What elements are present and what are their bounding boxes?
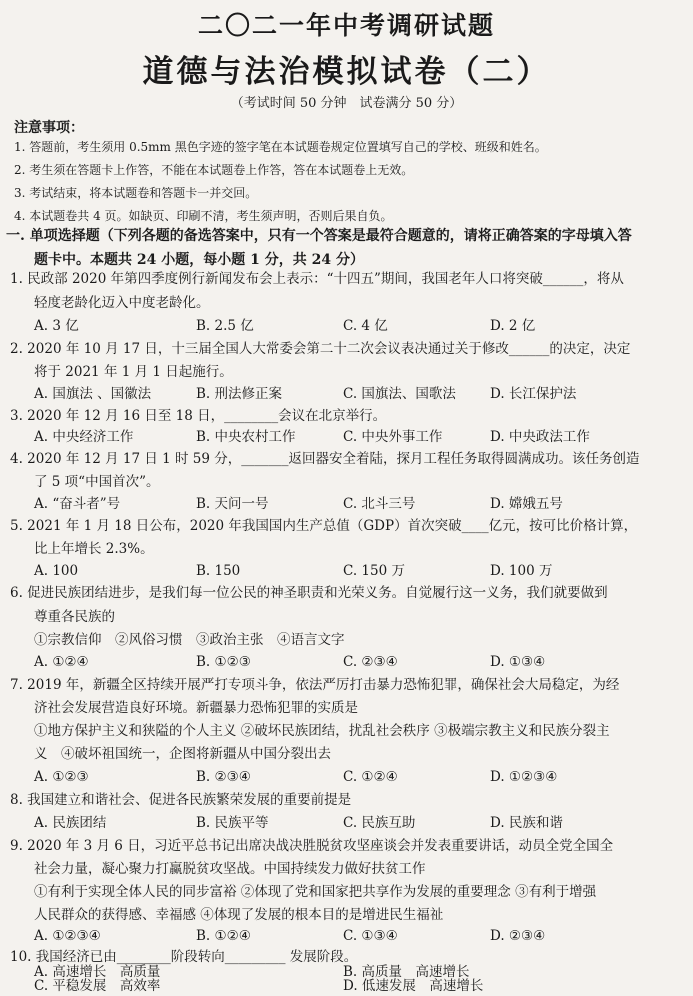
question-1-line-1: 1. 民政部 2020 年第四季度例行新闻发布会上表示：“十四五”期间，我国老年人口将突破______，将从 [10,271,624,287]
question-10-option-b: B. 高质量 高速增长 [343,964,470,980]
question-2-line-2: 将于 2021 年 1 月 1 日起施行。 [34,364,233,380]
question-1-option-b: B. 2.5 亿 [196,318,254,334]
question-8-option-d: D. 民族和谐 [490,815,563,831]
question-9-line-2: 社会力量，凝心聚力打赢脱贫攻坚战。中国持续发力做好扶贫工作 [34,861,426,877]
question-10-option-d: D. 低速发展 高速增长 [343,978,484,994]
question-3-option-c: C. 中央外事工作 [343,429,443,445]
note-item: 4. 本试题卷共 4 页。如缺页、印刷不清，考生须声明，否则后果自负。 [14,209,393,223]
question-5-line-2: 比上年增长 2.3%。 [34,541,154,557]
question-6-line-3: ①宗教信仰 ②风俗习惯 ③政治主张 ④语言文字 [34,632,345,648]
question-9-option-b: B. ①②④ [196,928,251,944]
question-10-option-c: C. 平稳发展 高效率 [34,978,161,994]
question-9-option-a: A. ①②③④ [34,928,101,944]
question-8-option-b: B. 民族平等 [196,815,269,831]
question-4-option-d: D. 嫦娥五号 [490,496,563,512]
question-7-line-3: ①地方保护主义和狭隘的个人主义 ②破坏民族团结，扰乱社会秩序 ③极端宗教主义和民族分裂主 [34,723,610,739]
question-4-option-b: B. 天问一号 [196,496,269,512]
question-7-option-b: B. ②③④ [196,769,251,785]
question-10-line-1: 10. 我国经济已由________阶段转向_________ 发展阶段。 [10,949,358,965]
question-7-line-4: 义 ④破坏祖国统一，企图将新疆从中国分裂出去 [34,746,331,762]
question-5-option-a: A. 100 [34,563,79,579]
question-1-option-c: C. 4 亿 [343,318,388,334]
question-7-line-1: 7. 2019 年，新疆全区持续开展严打专项斗争，依法严厉打击暴力恐怖犯罪，确保社会大局稳定，为经 [10,677,620,693]
exam-time-info: （考试时间 50 分钟 试卷满分 50 分） [230,96,463,111]
question-4-line-2: 了 5 项“中国首次”。 [34,474,160,490]
question-9-line-1: 9. 2020 年 3 月 6 日，习近平总书记出席决战决胜脱贫攻坚座谈会并发表重要讲话，动员全党全国全 [10,838,614,854]
question-9-line-3: ①有利于实现全体人民的同步富裕 ②体现了党和国家把共享作为发展的重要理念 ③有利于增强 [34,884,597,900]
question-2-option-a: A. 国旗法 、国徽法 [34,386,152,402]
question-6-option-a: A. ①②④ [34,654,89,670]
question-5-option-d: D. 100 万 [490,563,553,579]
question-4-line-1: 4. 2020 年 12 月 17 日 1 时 59 分，_______返回器安全着陆，探月工程任务取得圆满成功。该任务创造 [10,451,640,467]
question-7-line-2: 济社会发展营造良好环境。新疆暴力恐怖犯罪的实质是 [34,700,358,716]
question-10-option-a: A. 高速增长 高质量 [34,964,161,980]
question-6-line-1: 6. 促进民族团结进步，是我们每一位公民的神圣职责和光荣义务。自觉履行这一义务，我们就要做到 [10,585,608,601]
question-6-option-d: D. ①③④ [490,654,546,670]
question-6-option-b: B. ①②③ [196,654,251,670]
note-item: 3. 考试结束，将本试题卷和答题卡一并交回。 [14,186,258,200]
question-3-option-b: B. 中央农村工作 [196,429,296,445]
question-9-line-4: 人民群众的获得感、幸福感 ④体现了发展的根本目的是增进民生福祉 [34,907,444,923]
exam-heading: 二〇二一年中考调研试题 [197,11,495,40]
question-2-line-1: 2. 2020 年 10 月 17 日，十三届全国人大常委会第二十二次会议表决通过关于修改______的决定，决定 [10,341,631,357]
question-8-option-a: A. 民族团结 [34,815,107,831]
question-7-option-c: C. ①②④ [343,769,398,785]
exam-title: 道德与法治模拟试卷（二） [142,54,551,90]
note-item: 2. 考生须在答题卡上作答，不能在本试题卷上作答，答在本试题卷上无效。 [14,163,414,177]
question-1-option-d: D. 2 亿 [490,318,536,334]
question-6-line-2: 尊重各民族的 [34,609,115,625]
question-5-line-1: 5. 2021 年 1 月 18 日公布，2020 年我国国内生产总值（GDP）首次突破____亿元，按可比价格计算， [10,518,638,534]
question-9-option-d: D. ②③④ [490,928,546,944]
question-5-option-b: B. 150 [196,563,241,579]
question-8-option-c: C. 民族互助 [343,815,416,831]
question-3-option-a: A. 中央经济工作 [34,429,134,445]
section-header [6,224,686,272]
question-2-option-d: D. 长江保护法 [490,386,577,402]
question-2-option-c: C. 国旗法、国歌法 [343,386,456,402]
question-7-option-a: A. ①②③ [34,769,89,785]
question-2-option-b: B. 刑法修正案 [196,386,283,402]
question-3-option-d: D. 中央政法工作 [490,429,590,445]
question-4-option-a: A. “奋斗者”号 [34,496,121,512]
section-line-2: 题卡中。本题共 24 小题，每小题 1 分，共 24 分） [34,252,364,268]
question-1-line-2: 轻度老龄化迈入中度老龄化。 [34,295,210,311]
question-1-option-a: A. 3 亿 [34,318,79,334]
section-line-1: 一. 单项选择题（下列各题的备选答案中，只有一个答案是最符合题意的，请将正确答案的字母填入答 [6,228,632,244]
note-item: 1. 答题前，考生须用 0.5mm 黑色字迹的签字笔在本试题卷规定位置填写自己的学校、班级和姓名。 [14,140,547,154]
question-8-line-1: 8. 我国建立和谐社会、促进各民族繁荣发展的重要前提是 [10,792,352,808]
question-9-option-c: C. ①③④ [343,928,398,944]
question-7-option-d: D. ①②③④ [490,769,558,785]
question-5-option-c: C. 150 万 [343,563,405,579]
question-4-option-c: C. 北斗三号 [343,496,416,512]
notes-title: 注意事项： [14,120,84,136]
question-6-option-c: C. ②③④ [343,654,398,670]
question-3-line-1: 3. 2020 年 12 月 16 日至 18 日，________会议在北京举行。 [10,408,387,424]
